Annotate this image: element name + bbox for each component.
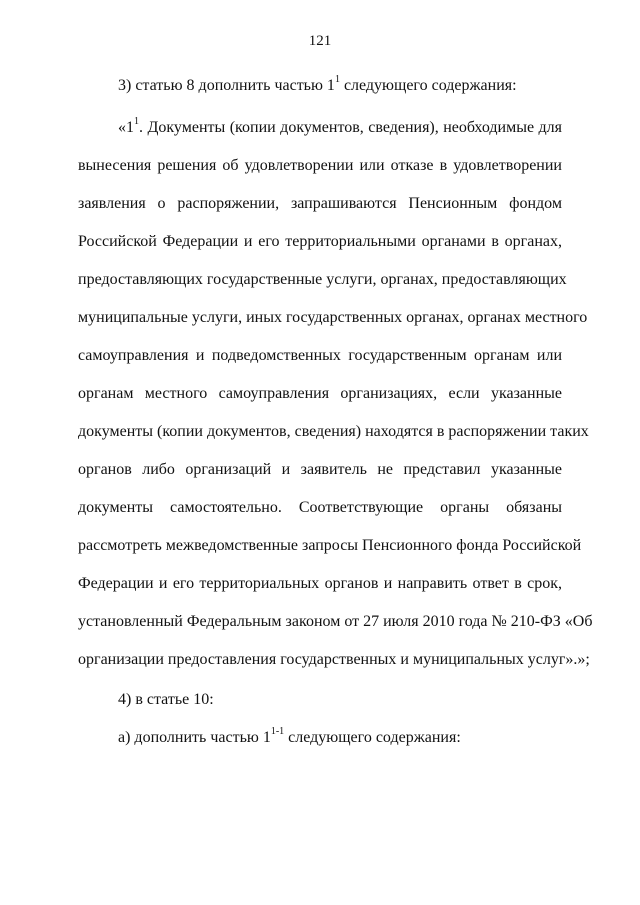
item-3-superscript: 1 bbox=[334, 73, 340, 85]
quote-line: вынесения решения об удовлетворении или отказе в удовлетворении bbox=[78, 157, 562, 174]
quote-line: заявления о распоряжении, запрашиваются Пенсионным фондом bbox=[78, 195, 562, 212]
item-3-paragraph bbox=[118, 73, 517, 96]
quote-line: муниципальные услуги, иных государственных органах, органах местного bbox=[78, 309, 588, 326]
quote-open-text: «1 bbox=[118, 119, 134, 136]
quote-first-line bbox=[118, 115, 562, 138]
quote-line: рассмотреть межведомственные запросы Пенсионного фонда Российской bbox=[78, 537, 582, 554]
page-number: 121 bbox=[308, 33, 332, 49]
quote-line: органов либо организаций и заявитель не представил указанные bbox=[78, 461, 562, 478]
item-3-text: 3) статью 8 дополнить частью 1 bbox=[118, 77, 335, 94]
item-4a-superscript: 1-1 bbox=[270, 725, 285, 737]
item-4a-text-tail: следующего содержания: bbox=[284, 729, 461, 746]
quote-last-line: организации предоставления государственных и муниципальных услуг».»; bbox=[78, 651, 590, 668]
quote-line: Российской Федерации и его территориальными органами в органах, bbox=[78, 233, 562, 250]
item-4a-text: а) дополнить частью 1 bbox=[118, 729, 271, 746]
quote-line: предоставляющих государственные услуги, органах, предоставляющих bbox=[78, 271, 567, 288]
quote-line: документы (копии документов, сведения) находятся в распоряжении таких bbox=[78, 423, 589, 440]
item-4a-paragraph bbox=[118, 725, 461, 748]
item-3-text-tail: следующего содержания: bbox=[339, 77, 517, 94]
quote-line: органам местного самоуправления организациях, если указанные bbox=[78, 385, 562, 402]
quote-line: документы самостоятельно. Соответствующие органы обязаны bbox=[78, 499, 562, 516]
quote-superscript: 1 bbox=[134, 115, 139, 127]
quote-line: установленный Федеральным законом от 27 июля 2010 года № 210-ФЗ «Об bbox=[78, 613, 593, 630]
item-4-paragraph: 4) в статье 10: bbox=[118, 691, 214, 708]
quote-first-text: . Документы (копии документов, сведения), необходимые для bbox=[139, 119, 562, 136]
quote-line: Федерации и его территориальных органов и направить ответ в срок, bbox=[78, 575, 562, 592]
quote-line: самоуправления и подведомственных государственным органам или bbox=[78, 347, 562, 364]
